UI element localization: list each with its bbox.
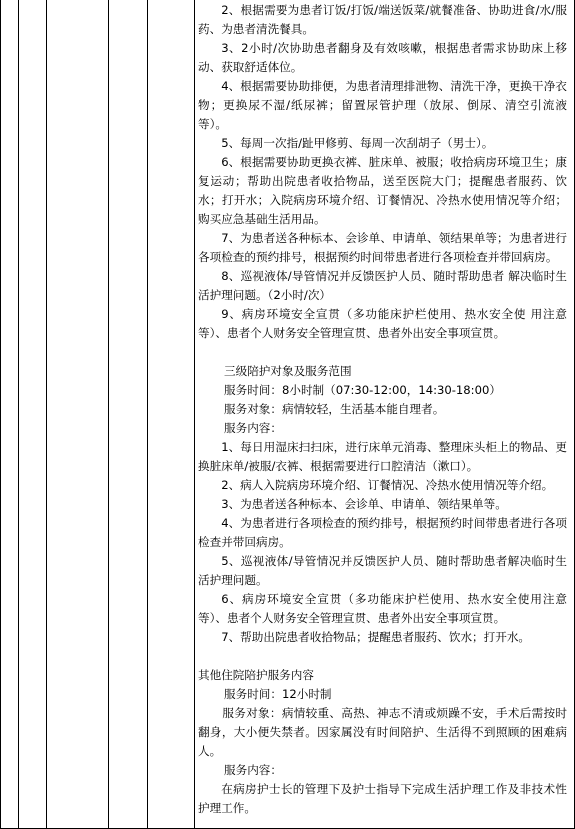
level3-item: 2、病人入院病房环境介绍、订餐情况、冷热水使用情况等介绍。 [221, 478, 554, 492]
spacer [198, 647, 567, 666]
other-time: 服务时间：12小时制 [224, 687, 332, 701]
service-content-cell [198, 1, 567, 818]
level2-item: 9、病房环境安全宣贯（多功能床护栏使用、热水安全使 用注意等）、患者个人财务安全管理宣贯、患者外出安全事项宣贯。 [198, 307, 567, 340]
level2-item: 3、2小时/次协助患者翻身及有效咳嗽，根据患者需求协助床上移动、获取舒适体位。 [198, 41, 567, 74]
table-border-left [0, 0, 1, 829]
spacer [198, 343, 567, 362]
level2-item: 2、根据需要为患者订饭/打饭/端送饭菜/就餐准备、协助进食/水/服药、为患者清洗餐具。 [198, 3, 567, 36]
level2-item: 5、每周一次指/趾甲修剪、每周一次刮胡子（男士）。 [221, 136, 494, 150]
level3-title: 三级陪护对象及服务范围 [224, 364, 352, 378]
other-title: 其他住院陪护服务内容 [198, 668, 314, 682]
column-divider-4 [147, 0, 148, 829]
column-divider-5 [194, 0, 195, 829]
level3-item: 1、每日用湿床扫扫床，进行床单元消毒、整理床头柜上的物品、更换脏床单/被服/衣裤、根据需要进行口腔清洁（漱口）。 [198, 440, 567, 473]
level2-item: 6、根据需要协助更换衣裤、脏床单、被服；收拾病房环境卫生；康复运动；帮助出院患者收拾物品，送至医院大门；提醒患者服药、饮水；打开水；入院病房环境介绍、订餐情况、冷热水使用情况等介绍；购买应急基础生活用品。 [198, 155, 567, 226]
column-divider-1 [18, 0, 19, 829]
level3-item: 6、病房环境安全宣贯（多功能床护栏使用、热水安全使用注意等）、患者个人财务安全管理宣贯、患者外出安全事项宣贯。 [198, 592, 567, 625]
other-content-label: 服务内容： [224, 763, 282, 777]
level3-item: 3、为患者送各种标本、会诊单、申请单、领结果单等。 [221, 497, 507, 511]
level2-item: 4、根据需要协助排便，为患者清理排泄物、清洗干净，更换干净衣物；更换尿不湿/纸尿裤；留置尿管护理（放尿、倒尿、清空引流液等）。 [198, 79, 567, 131]
level3-item: 5、巡视液体/导管情况并反馈医护人员、随时帮助患者解决临时生活护理问题。 [198, 554, 567, 587]
level3-item: 7、帮助出院患者收拾物品；提醒患者服药、饮水；打开水。 [221, 630, 531, 644]
column-divider-2 [46, 0, 47, 829]
level3-time: 服务时间：8小时制（07:30-12:00，14:30-18:00） [224, 383, 501, 397]
level3-item: 4、为患者进行各项检查的预约排号，根据预约时间带患者进行各项检查并带回病房。 [198, 516, 567, 549]
other-target: 服务对象：病情较重、高热、神志不清或烦躁不安，手术后需按时翻身，大小便失禁者。因家属没有时间陪护、生活得不到照顾的困难病人。 [198, 706, 567, 758]
other-content: 在病房护士长的管理下及护士指导下完成生活护理工作及非技术性护理工作。 [198, 782, 567, 815]
column-divider-3 [108, 0, 109, 829]
level3-content-label: 服务内容： [224, 421, 282, 435]
level3-target: 服务对象：病情较轻，生活基本能自理者。 [224, 402, 445, 416]
level2-item: 7、为患者送各种标本、会诊单、申请单、领结果单等；为患者进行各项检查的预约排号，根据预约时间带患者进行各项检查并带回病房。 [198, 231, 567, 264]
level2-item: 8、巡视液体/导管情况并反馈医护人员、随时帮助患者 解决临时生活护理问题。（2小时/次） [198, 269, 567, 302]
